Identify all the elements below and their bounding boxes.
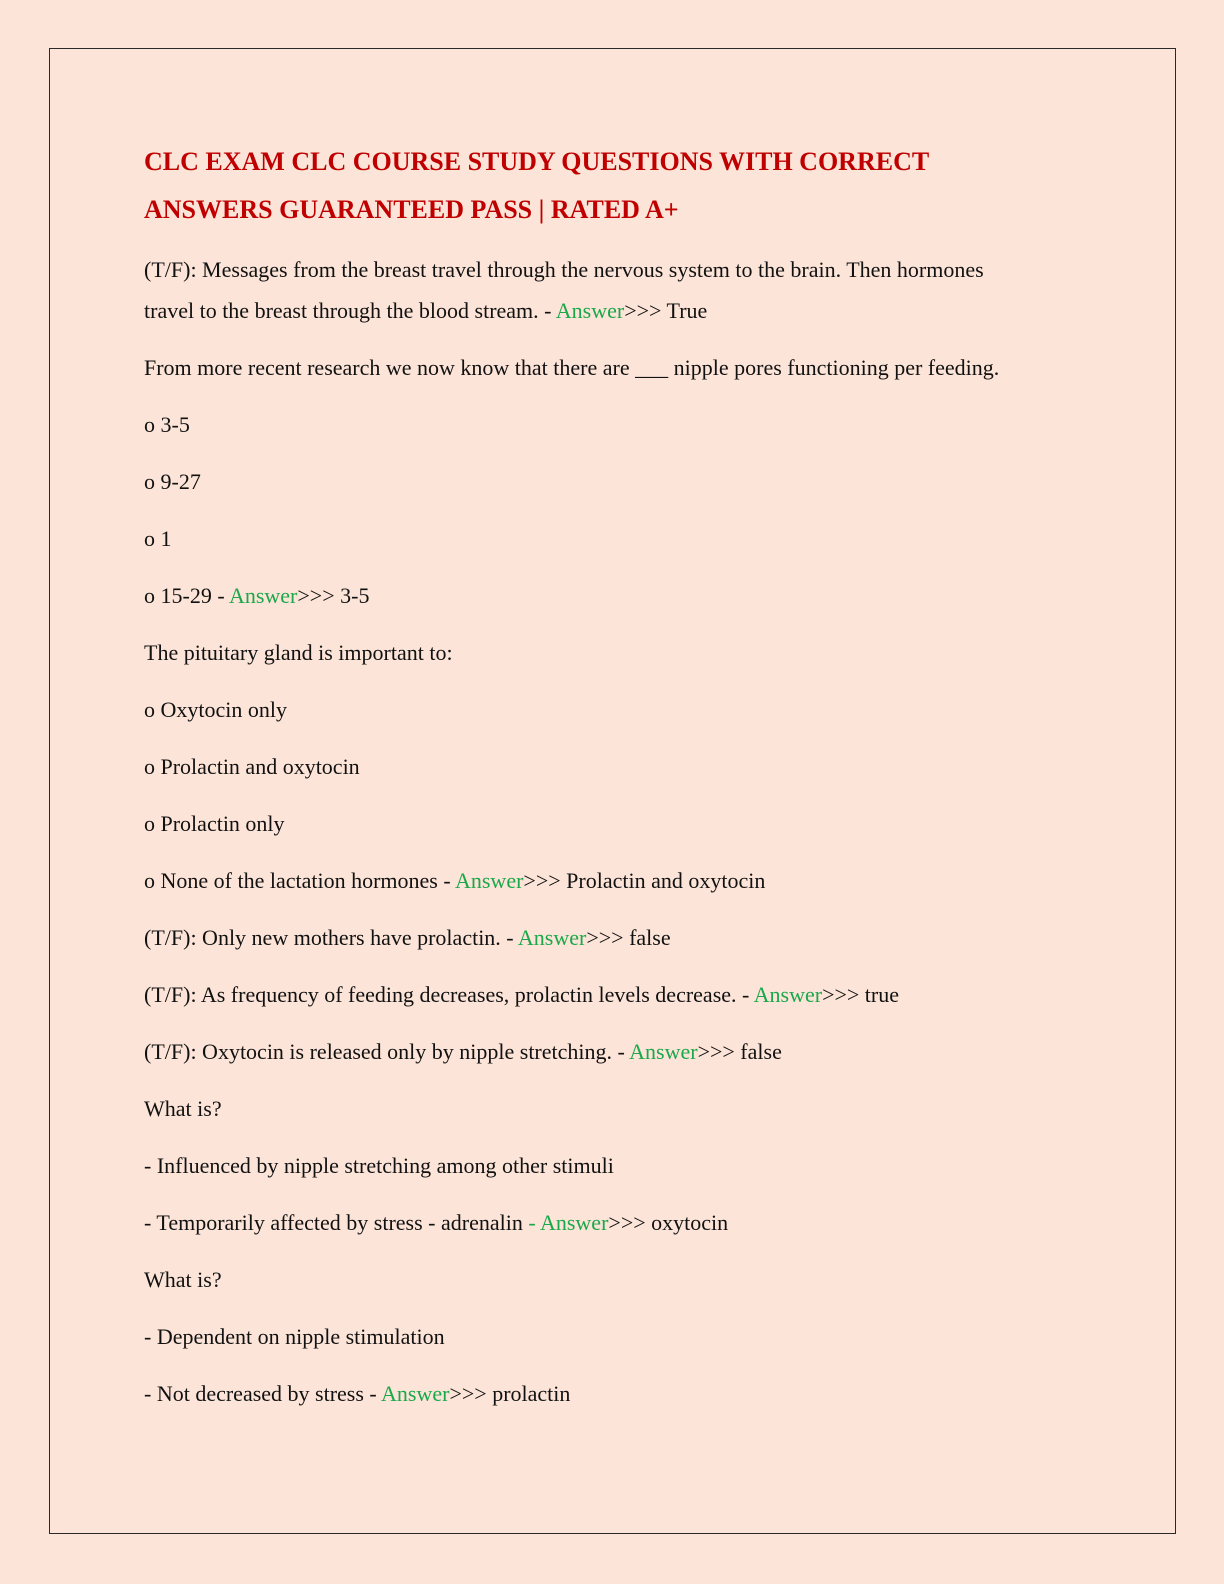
document-title bbox=[144, 138, 1094, 234]
question-8-clue-2 bbox=[144, 1373, 1094, 1414]
answer-value: >>> true bbox=[822, 982, 900, 1007]
option-text: o None of the lactation hormones - bbox=[144, 868, 455, 893]
question-5 bbox=[144, 974, 1094, 1015]
title-line-1: CLC EXAM CLC COURSE STUDY QUESTIONS WITH CORRECT bbox=[144, 147, 930, 176]
document-body bbox=[144, 138, 1094, 1430]
option-item: o Prolactin and oxytocin bbox=[144, 754, 360, 779]
answer-value: >>> oxytocin bbox=[608, 1210, 729, 1235]
option-item: o 3-5 bbox=[144, 412, 190, 437]
answer-value: >>> false bbox=[697, 1039, 782, 1064]
question-2: From more recent research we now know that there are ___ nipple pores functioning per feeding. bbox=[144, 355, 1000, 380]
title-line-2: ANSWERS GUARANTEED PASS | RATED A+ bbox=[144, 195, 679, 224]
answer-label: Answer bbox=[517, 925, 587, 950]
option-item: o Oxytocin only bbox=[144, 697, 287, 722]
answer-label: Answer bbox=[629, 1039, 698, 1064]
question-7: What is? bbox=[144, 1096, 222, 1121]
question-text: (T/F): Oxytocin is released only by nipple stretching. - bbox=[144, 1039, 630, 1064]
clue-text: - Not decreased by stress - bbox=[144, 1381, 382, 1406]
question-1-text: travel to the breast through the blood stream. - bbox=[144, 298, 556, 323]
answer-label: Answer bbox=[381, 1381, 450, 1406]
option-item: o 9-27 bbox=[144, 469, 201, 494]
question-text: (T/F): As frequency of feeding decreases, prolactin levels decrease. - bbox=[144, 982, 754, 1007]
answer-value: >>> 3-5 bbox=[297, 583, 370, 608]
question-7-clue-2 bbox=[144, 1202, 1094, 1243]
answer-value: >>> Prolactin and oxytocin bbox=[523, 868, 766, 893]
question-text: (T/F): Only new mothers have prolactin. - bbox=[144, 925, 518, 950]
answer-label: Answer bbox=[555, 298, 625, 323]
question-1 bbox=[144, 249, 1094, 331]
answer-label: Answer bbox=[228, 583, 298, 608]
answer-value: >>> prolactin bbox=[449, 1381, 571, 1406]
option-item: o 1 bbox=[144, 526, 172, 551]
answer-dash: - bbox=[528, 1210, 540, 1235]
question-8: What is? bbox=[144, 1267, 222, 1292]
question-3: The pituitary gland is important to: bbox=[144, 640, 453, 665]
clue-text: - Temporarily affected by stress - adrenalin bbox=[144, 1210, 529, 1235]
answer-label: Answer bbox=[753, 982, 823, 1007]
option-text: o 15-29 - bbox=[144, 583, 229, 608]
question-7-clue-1: - Influenced by nipple stretching among other stimuli bbox=[144, 1153, 614, 1178]
option-item: o Prolactin only bbox=[144, 811, 285, 836]
question-8-clue-1: - Dependent on nipple stimulation bbox=[144, 1324, 445, 1349]
question-4 bbox=[144, 917, 1094, 958]
question-1-line-2 bbox=[144, 290, 1094, 331]
option-item-with-answer bbox=[144, 860, 1094, 901]
answer-value: >>> false bbox=[586, 925, 671, 950]
option-item-with-answer bbox=[144, 575, 1094, 616]
answer-value: >>> True bbox=[624, 298, 708, 323]
answer-label: Answer bbox=[539, 1210, 609, 1235]
answer-label: Answer bbox=[454, 868, 524, 893]
question-1-line-1: (T/F): Messages from the breast travel through the nervous system to the brain. Then hormones bbox=[144, 257, 984, 282]
question-6 bbox=[144, 1031, 1094, 1072]
